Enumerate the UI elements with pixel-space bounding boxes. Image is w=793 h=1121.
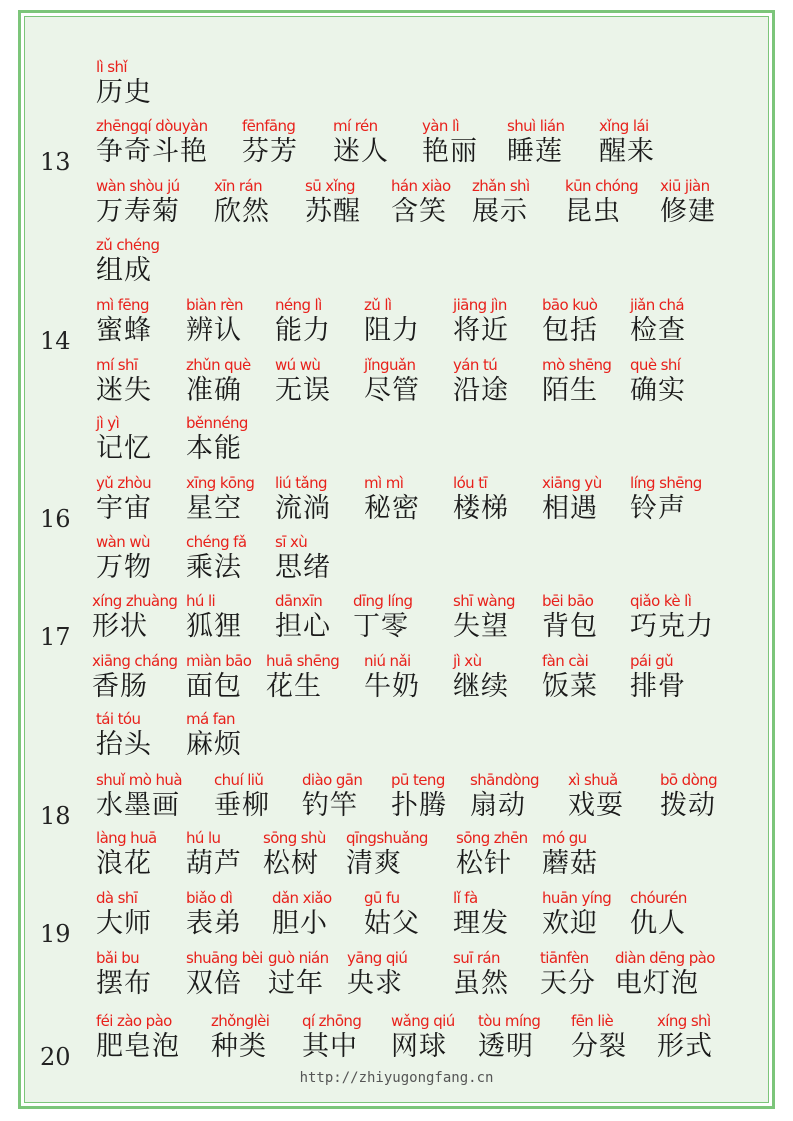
vocab-word — [96, 117, 208, 171]
pinyin: mí rén — [333, 117, 378, 135]
hanzi: 仇人 — [630, 908, 686, 939]
vocab-word — [96, 177, 180, 231]
hanzi: 虽然 — [453, 968, 509, 999]
vocab-word — [478, 1012, 540, 1066]
vocab-word — [453, 356, 509, 410]
lesson-number: 13 — [40, 148, 71, 176]
hanzi: 背包 — [542, 611, 598, 642]
hanzi: 抬头 — [96, 729, 152, 760]
pinyin: dānxīn — [275, 592, 323, 610]
vocab-row — [0, 58, 793, 118]
pinyin: jiǎn chá — [630, 296, 684, 314]
pinyin: běnnéng — [186, 414, 248, 432]
hanzi: 组成 — [96, 255, 152, 286]
hanzi: 昆虫 — [565, 196, 621, 227]
hanzi: 面包 — [186, 671, 242, 702]
hanzi: 苏醒 — [305, 196, 361, 227]
vocab-word — [391, 177, 451, 231]
vocab-word — [364, 356, 420, 410]
pinyin: gū fu — [364, 889, 400, 907]
hanzi: 思绪 — [275, 552, 331, 583]
pinyin: suī rán — [453, 949, 500, 967]
pinyin: xīn rán — [214, 177, 262, 195]
hanzi: 形状 — [92, 611, 148, 642]
vocab-word — [630, 592, 714, 646]
vocab-word — [92, 592, 177, 646]
pinyin: tòu míng — [478, 1012, 541, 1030]
vocab-word — [186, 710, 242, 764]
hanzi: 分裂 — [571, 1031, 627, 1062]
pinyin: fēnfāng — [242, 117, 296, 135]
pinyin: zhǔn què — [186, 356, 251, 374]
vocab-word — [630, 356, 686, 410]
hanzi: 记忆 — [96, 433, 152, 464]
vocab-word — [630, 474, 702, 528]
vocab-row — [0, 236, 793, 296]
pinyin: dǎn xiǎo — [272, 889, 332, 907]
pinyin: bō dòng — [660, 771, 717, 789]
hanzi: 流淌 — [275, 493, 331, 524]
pinyin: qiǎo kè lì — [630, 592, 692, 610]
hanzi: 欢迎 — [542, 908, 598, 939]
vocab-word — [96, 58, 152, 112]
vocab-word — [275, 296, 331, 350]
vocab-word — [92, 652, 177, 706]
hanzi: 饭菜 — [542, 671, 598, 702]
hanzi: 芬芳 — [242, 136, 298, 167]
hanzi: 形式 — [657, 1031, 713, 1062]
hanzi: 将近 — [453, 315, 509, 346]
pinyin: mó gu — [542, 829, 587, 847]
hanzi: 麻烦 — [186, 729, 242, 760]
hanzi: 睡莲 — [507, 136, 563, 167]
pinyin: guò nián — [268, 949, 329, 967]
hanzi: 其中 — [302, 1031, 358, 1062]
pinyin: pái gǔ — [630, 652, 674, 670]
pinyin: wú wù — [275, 356, 321, 374]
pinyin: zhǎn shì — [472, 177, 530, 195]
vocab-word — [456, 829, 528, 883]
pinyin: xíng zhuàng — [92, 592, 178, 610]
hanzi: 巧克力 — [630, 611, 714, 642]
hanzi: 电灯泡 — [615, 968, 699, 999]
pinyin: zhǒnglèi — [211, 1012, 270, 1030]
hanzi: 宇宙 — [96, 493, 152, 524]
vocab-word — [453, 474, 509, 528]
hanzi: 过年 — [268, 968, 324, 999]
vocab-row — [0, 771, 793, 831]
pinyin: shuāng bèi — [186, 949, 263, 967]
hanzi: 水墨画 — [96, 790, 180, 821]
vocab-word — [542, 889, 611, 943]
vocab-word — [657, 1012, 713, 1066]
vocab-word — [364, 652, 420, 706]
hanzi: 醒来 — [599, 136, 655, 167]
vocab-word — [96, 533, 152, 587]
lesson-number: 20 — [40, 1043, 71, 1071]
vocab-word — [186, 414, 248, 468]
hanzi: 丁零 — [353, 611, 409, 642]
hanzi: 理发 — [453, 908, 509, 939]
vocab-row — [0, 889, 793, 949]
hanzi: 包括 — [542, 315, 598, 346]
vocab-word — [302, 771, 362, 825]
vocab-word — [186, 829, 242, 883]
vocab-row — [0, 177, 793, 237]
lesson-number: 17 — [40, 623, 71, 651]
pinyin: wàn wù — [96, 533, 150, 551]
pinyin: liú tǎng — [275, 474, 327, 492]
hanzi: 戏耍 — [568, 790, 624, 821]
hanzi: 历史 — [96, 77, 152, 108]
vocab-row — [0, 414, 793, 474]
vocab-row — [0, 117, 793, 177]
vocab-word — [186, 652, 251, 706]
vocab-word — [364, 296, 420, 350]
hanzi: 陌生 — [542, 375, 598, 406]
pinyin: sī xù — [275, 533, 308, 551]
pinyin: huā shēng — [266, 652, 340, 670]
lesson-number: 16 — [40, 505, 71, 533]
hanzi: 万寿菊 — [96, 196, 180, 227]
vocab-word — [364, 889, 420, 943]
vocab-word — [453, 949, 509, 1003]
vocab-word — [186, 296, 243, 350]
vocab-word — [571, 1012, 627, 1066]
vocab-word — [96, 296, 152, 350]
vocab-word — [542, 829, 598, 883]
pinyin: lì shǐ — [96, 58, 127, 76]
pinyin: wàn shòu jú — [96, 177, 180, 195]
hanzi: 扑腾 — [391, 790, 447, 821]
pinyin: fēn liè — [571, 1012, 614, 1030]
vocab-word — [542, 296, 598, 350]
pinyin: pū teng — [391, 771, 445, 789]
hanzi: 迷人 — [333, 136, 389, 167]
vocab-word — [186, 949, 263, 1003]
vocab-word — [542, 592, 598, 646]
pinyin: zhēngqí dòuyàn — [96, 117, 208, 135]
vocab-word — [275, 592, 331, 646]
pinyin: féi zào pào — [96, 1012, 172, 1030]
vocab-word — [346, 829, 428, 883]
pinyin: diào gān — [302, 771, 363, 789]
pinyin: shuì lián — [507, 117, 565, 135]
hanzi: 乘法 — [186, 552, 242, 583]
vocab-word — [96, 474, 152, 528]
vocab-word — [305, 177, 361, 231]
hanzi: 拨动 — [660, 790, 716, 821]
vocab-word — [96, 829, 157, 883]
pinyin: shuǐ mò huà — [96, 771, 182, 789]
pinyin: chóurén — [630, 889, 687, 907]
pinyin: zǔ lì — [364, 296, 392, 314]
vocab-word — [214, 177, 270, 231]
vocab-row — [0, 356, 793, 416]
pinyin: lóu tī — [453, 474, 488, 492]
vocab-word — [453, 889, 509, 943]
pinyin: xíng shì — [657, 1012, 711, 1030]
vocab-row — [0, 1012, 793, 1072]
pinyin: què shí — [630, 356, 681, 374]
pinyin: xīng kōng — [186, 474, 255, 492]
vocab-word — [275, 474, 331, 528]
hanzi: 楼梯 — [453, 493, 509, 524]
hanzi: 透明 — [478, 1031, 534, 1062]
hanzi: 相遇 — [542, 493, 598, 524]
hanzi: 垂柳 — [214, 790, 270, 821]
vocab-row — [0, 652, 793, 712]
hanzi: 辨认 — [186, 315, 242, 346]
hanzi: 葫芦 — [186, 848, 242, 879]
hanzi: 能力 — [275, 315, 331, 346]
vocab-word — [263, 829, 326, 883]
hanzi: 蜜蜂 — [96, 315, 152, 346]
vocab-word — [391, 771, 447, 825]
pinyin: jǐnguǎn — [364, 356, 416, 374]
hanzi: 钓竿 — [302, 790, 358, 821]
vocab-word — [186, 533, 246, 587]
pinyin: yán tú — [453, 356, 498, 374]
vocab-word — [630, 889, 687, 943]
pinyin: xì shuǎ — [568, 771, 618, 789]
pinyin: shī wàng — [453, 592, 515, 610]
hanzi: 浪花 — [96, 848, 152, 879]
hanzi: 大师 — [96, 908, 152, 939]
hanzi: 花生 — [266, 671, 322, 702]
vocab-word — [272, 889, 332, 943]
vocab-word — [542, 474, 602, 528]
hanzi: 扇动 — [470, 790, 526, 821]
vocab-word — [96, 236, 159, 290]
pinyin: niú nǎi — [364, 652, 411, 670]
pinyin: chéng fǎ — [186, 533, 247, 551]
hanzi: 排骨 — [630, 671, 686, 702]
hanzi: 摆布 — [96, 968, 152, 999]
hanzi: 失望 — [453, 611, 509, 642]
pinyin: dīng líng — [353, 592, 413, 610]
vocab-word — [242, 117, 298, 171]
pinyin: diàn dēng pào — [615, 949, 715, 967]
pinyin: líng shēng — [630, 474, 702, 492]
lesson-number: 14 — [40, 327, 71, 355]
hanzi: 铃声 — [630, 493, 686, 524]
vocab-word — [568, 771, 624, 825]
vocab-word — [186, 592, 242, 646]
pinyin: hú li — [186, 592, 216, 610]
pinyin: má fan — [186, 710, 235, 728]
hanzi: 欣然 — [214, 196, 270, 227]
vocab-word — [96, 771, 182, 825]
vocab-word — [302, 1012, 361, 1066]
vocab-word — [630, 652, 686, 706]
vocab-word — [422, 117, 478, 171]
vocab-word — [96, 1012, 180, 1066]
vocab-word — [96, 949, 152, 1003]
pinyin: lǐ fà — [453, 889, 478, 907]
vocab-word — [268, 949, 329, 1003]
lesson-number: 19 — [40, 920, 71, 948]
pinyin: mì mì — [364, 474, 404, 492]
vocab-row — [0, 533, 793, 593]
footer-url: http://zhiyugongfang.cn — [299, 1070, 494, 1086]
vocab-word — [453, 652, 509, 706]
hanzi: 清爽 — [346, 848, 402, 879]
vocab-row — [0, 592, 793, 652]
pinyin: sōng zhēn — [456, 829, 528, 847]
pinyin: kūn chóng — [565, 177, 639, 195]
pinyin: xiū jiàn — [660, 177, 710, 195]
vocab-word — [507, 117, 564, 171]
pinyin: mì fēng — [96, 296, 149, 314]
hanzi: 担心 — [275, 611, 331, 642]
vocab-word — [96, 356, 152, 410]
vocab-word — [96, 414, 152, 468]
vocab-row — [0, 829, 793, 889]
pinyin: sū xǐng — [305, 177, 355, 195]
vocab-row — [0, 296, 793, 356]
vocab-word — [275, 356, 331, 410]
vocab-word — [275, 533, 331, 587]
vocab-word — [266, 652, 339, 706]
vocab-row — [0, 949, 793, 1009]
pinyin: shāndòng — [470, 771, 539, 789]
hanzi: 阻力 — [364, 315, 420, 346]
pinyin: bēi bāo — [542, 592, 594, 610]
hanzi: 万物 — [96, 552, 152, 583]
hanzi: 网球 — [391, 1031, 447, 1062]
hanzi: 胆小 — [272, 908, 328, 939]
vocab-word — [211, 1012, 269, 1066]
hanzi: 牛奶 — [364, 671, 420, 702]
pinyin: yāng qiú — [347, 949, 408, 967]
pinyin: wǎng qiú — [391, 1012, 455, 1030]
vocab-row — [0, 474, 793, 534]
vocab-word — [615, 949, 715, 1003]
pinyin: xiāng yù — [542, 474, 602, 492]
vocab-row — [0, 710, 793, 770]
vocab-word — [630, 296, 686, 350]
hanzi: 争奇斗艳 — [96, 136, 208, 167]
pinyin: jiāng jìn — [453, 296, 507, 314]
hanzi: 星空 — [186, 493, 242, 524]
pinyin: mí shī — [96, 356, 138, 374]
vocab-word — [565, 177, 638, 231]
pinyin: huān yíng — [542, 889, 612, 907]
pinyin: bǎi bu — [96, 949, 140, 967]
hanzi: 肥皂泡 — [96, 1031, 180, 1062]
hanzi: 香肠 — [92, 671, 148, 702]
vocab-word — [353, 592, 412, 646]
pinyin: qīngshuǎng — [346, 829, 428, 847]
hanzi: 含笑 — [391, 196, 447, 227]
hanzi: 天分 — [540, 968, 596, 999]
pinyin: zǔ chéng — [96, 236, 160, 254]
vocab-word — [540, 949, 596, 1003]
pinyin: tiānfèn — [540, 949, 589, 967]
pinyin: néng lì — [275, 296, 322, 314]
hanzi: 表弟 — [186, 908, 242, 939]
pinyin: làng huā — [96, 829, 157, 847]
pinyin: jì yì — [96, 414, 120, 432]
hanzi: 双倍 — [186, 968, 242, 999]
hanzi: 继续 — [453, 671, 509, 702]
hanzi: 展示 — [472, 196, 528, 227]
hanzi: 修建 — [660, 196, 716, 227]
pinyin: fàn cài — [542, 652, 589, 670]
vocab-word — [470, 771, 539, 825]
vocab-word — [453, 296, 509, 350]
hanzi: 蘑菇 — [542, 848, 598, 879]
vocab-word — [660, 771, 717, 825]
hanzi: 秘密 — [364, 493, 420, 524]
hanzi: 本能 — [186, 433, 242, 464]
pinyin: chuí liǔ — [214, 771, 264, 789]
hanzi: 沿途 — [453, 375, 509, 406]
pinyin: jì xù — [453, 652, 482, 670]
vocab-word — [542, 652, 598, 706]
hanzi: 迷失 — [96, 375, 152, 406]
pinyin: bāo kuò — [542, 296, 598, 314]
pinyin: xǐng lái — [599, 117, 649, 135]
hanzi: 姑父 — [364, 908, 420, 939]
pinyin: qí zhōng — [302, 1012, 362, 1030]
pinyin: sōng shù — [263, 829, 326, 847]
pinyin: hú lu — [186, 829, 221, 847]
pinyin: mò shēng — [542, 356, 612, 374]
hanzi: 种类 — [211, 1031, 267, 1062]
vocab-word — [347, 949, 407, 1003]
pinyin: xiāng cháng — [92, 652, 178, 670]
pinyin: yǔ zhòu — [96, 474, 152, 492]
hanzi: 松树 — [263, 848, 319, 879]
hanzi: 尽管 — [364, 375, 420, 406]
vocab-word — [333, 117, 389, 171]
hanzi: 准确 — [186, 375, 242, 406]
vocab-word — [186, 889, 242, 943]
vocab-word — [186, 474, 254, 528]
vocab-word — [186, 356, 251, 410]
pinyin: biǎo dì — [186, 889, 233, 907]
vocab-word — [214, 771, 270, 825]
hanzi: 检查 — [630, 315, 686, 346]
lesson-number: 18 — [40, 802, 71, 830]
hanzi: 艳丽 — [422, 136, 478, 167]
pinyin: dà shī — [96, 889, 138, 907]
hanzi: 松针 — [456, 848, 512, 879]
vocab-word — [364, 474, 420, 528]
hanzi: 无误 — [275, 375, 331, 406]
pinyin: miàn bāo — [186, 652, 252, 670]
vocab-word — [453, 592, 515, 646]
vocab-word — [96, 889, 152, 943]
hanzi: 央求 — [347, 968, 403, 999]
pinyin: biàn rèn — [186, 296, 243, 314]
pinyin: tái tóu — [96, 710, 141, 728]
vocab-word — [660, 177, 716, 231]
vocab-word — [472, 177, 530, 231]
vocab-word — [599, 117, 655, 171]
vocab-word — [96, 710, 152, 764]
vocab-word — [391, 1012, 455, 1066]
pinyin: hán xiào — [391, 177, 451, 195]
hanzi: 狐狸 — [186, 611, 242, 642]
hanzi: 确实 — [630, 375, 686, 406]
vocab-word — [542, 356, 611, 410]
pinyin: yàn lì — [422, 117, 460, 135]
